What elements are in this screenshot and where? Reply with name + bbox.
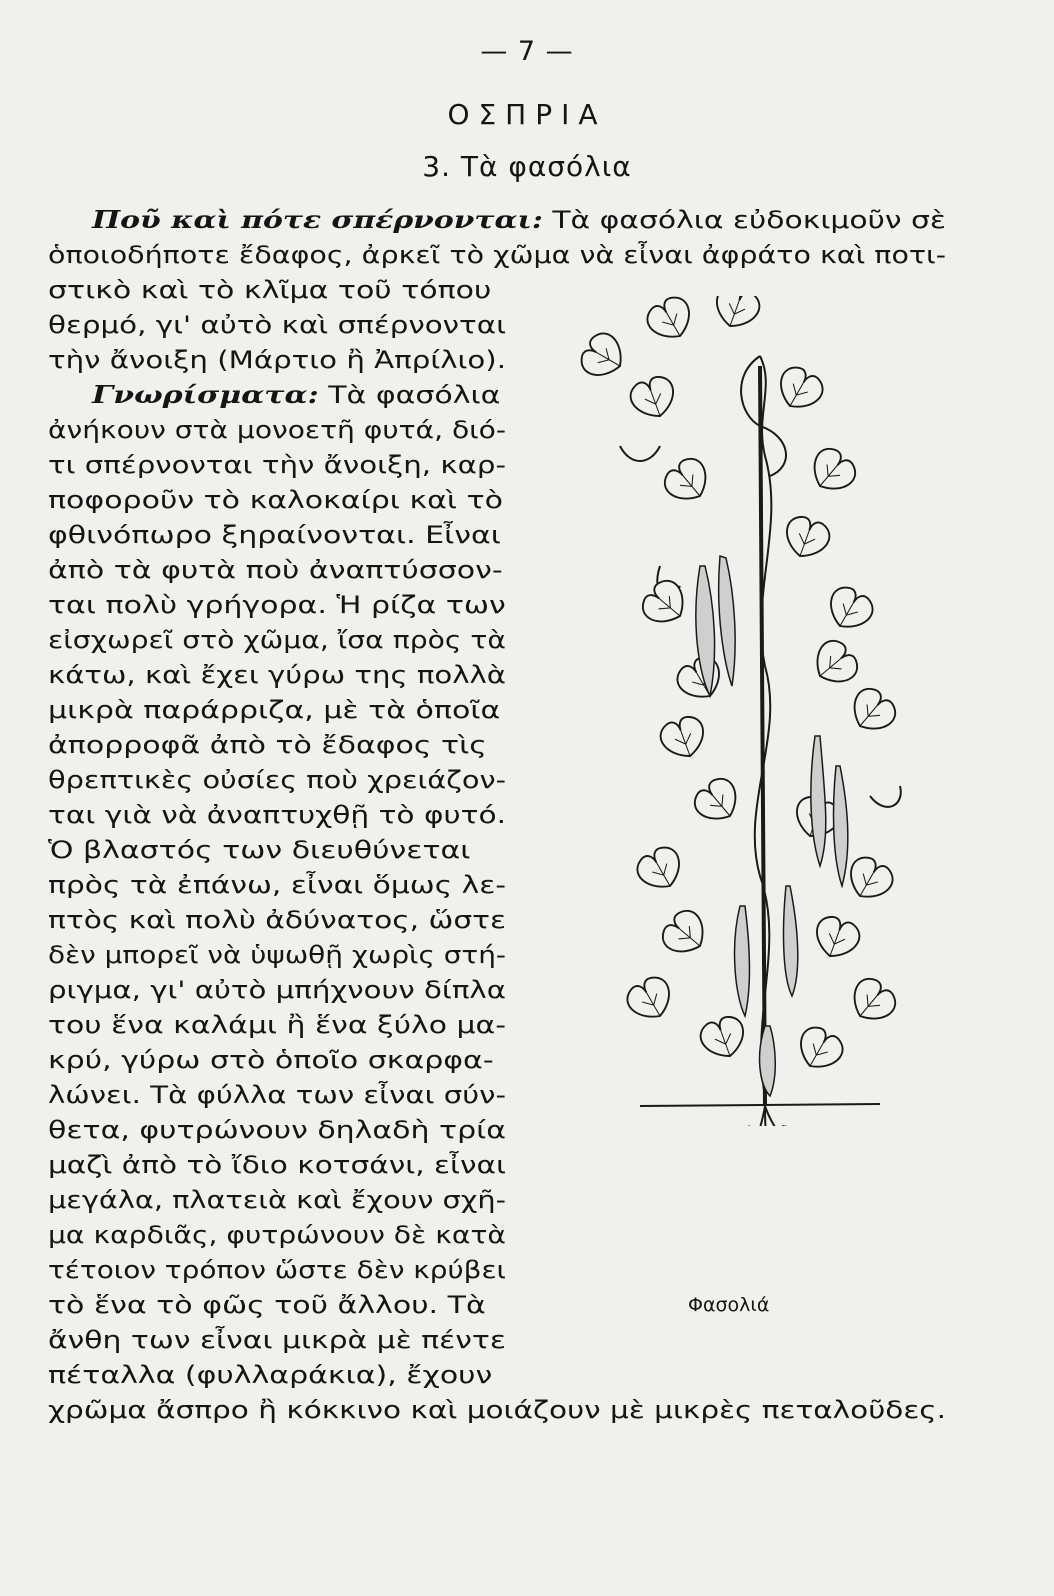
text-line: [48, 413, 506, 447]
line-text: μεγάλα, πλατειὰ καὶ ἔχουν σχῆ-: [48, 1186, 506, 1214]
text-line: [48, 938, 506, 972]
text-line: [48, 238, 946, 272]
line-text: μαζὶ ἀπὸ τὸ ἴδιο κοτσάνι, εἶναι: [48, 1151, 506, 1179]
line-text: φθινόπωρο ξηραίνονται. Εἶναι: [48, 521, 501, 549]
line-text: στικὸ καὶ τὸ κλῖμα τοῦ τόπου: [48, 276, 492, 304]
text-line: [48, 1113, 506, 1147]
bean-plant-illustration: [560, 296, 960, 1596]
text-line: [48, 1183, 506, 1217]
line-text: ἄνθη των εἶναι μικρὰ μὲ πέντε: [48, 1326, 506, 1354]
line-text: ἀπορροφᾶ ἀπὸ τὸ ἔδαφος τὶς: [48, 731, 487, 759]
line-text: ἀνήκουν στὰ μονοετῆ φυτά, διό-: [48, 416, 506, 444]
text-line: [48, 1043, 494, 1077]
line-text: ται πολὺ γρήγορα. Ἡ ρίζα των: [48, 591, 506, 619]
text-line: [48, 1288, 486, 1322]
line-text: πέταλλα (φυλλαράκια), ἔχουν: [48, 1361, 493, 1389]
text-line: [48, 1218, 506, 1252]
line-text: ἀπὸ τὰ φυτὰ ποὺ ἀναπτύσσον-: [48, 556, 503, 584]
text-line: [92, 378, 501, 412]
line-text: τι σπέρνονται τὴν ἄνοιξη, καρ-: [48, 451, 506, 479]
text-line: [48, 798, 506, 832]
page-number: — 7 —: [480, 36, 574, 67]
line-text: τὸ ἕνα τὸ φῶς τοῦ ἄλλου. Τὰ: [48, 1291, 486, 1319]
text-line: [48, 728, 487, 762]
line-text: θετα, φυτρώνουν δηλαδὴ τρία: [48, 1116, 506, 1144]
line-text: ὁποιοδήποτε ἔδαφος, ἀρκεῖ τὸ χῶμα νὰ εἶναι ἀφράτο καὶ ποτι-: [48, 241, 946, 269]
text-line: [48, 833, 471, 867]
text-line: [48, 868, 506, 902]
line-text: χρῶμα ἄσπρο ἢ κόκκινο καὶ μοιάζουν μὲ μικρὲς πεταλοῦδες.: [48, 1396, 946, 1424]
text-line: [48, 658, 506, 692]
bean-plant-icon: [560, 296, 960, 1126]
line-text: του ἕνα καλάμι ἢ ἕνα ξύλο μα-: [48, 1011, 506, 1039]
line-text: πτὸς καὶ πολὺ ἀδύνατος, ὥστε: [48, 906, 506, 934]
line-text: ποφοροῦν τὸ καλοκαίρι καὶ τὸ: [48, 486, 504, 514]
line-text: θερμό, γι' αὐτὸ καὶ σπέρνονται: [48, 311, 506, 339]
paragraph-lead: Γνωρίσματα:: [92, 380, 319, 409]
line-text: κρύ, γύρω στὸ ὁποῖο σκαρφα-: [48, 1046, 494, 1074]
text-line: [48, 483, 504, 517]
text-line: [48, 518, 501, 552]
line-text: ται γιὰ νὰ ἀναπτυχθῇ τὸ φυτό.: [48, 801, 506, 829]
text-line: [48, 343, 506, 377]
text-line: [48, 903, 506, 937]
text-line: [48, 1078, 506, 1112]
text-line: [48, 623, 506, 657]
text-line: [48, 1148, 506, 1182]
line-text: Τὰ φασόλια: [318, 381, 501, 409]
text-line: [48, 973, 506, 1007]
line-text: ριγμα, γι' αὐτὸ μπήχνουν δίπλα: [48, 976, 506, 1004]
text-line: [48, 1323, 506, 1357]
text-line: [92, 203, 946, 237]
text-line: [48, 1008, 506, 1042]
text-line: [48, 763, 507, 797]
text-line: [48, 448, 506, 482]
text-line: [48, 1253, 507, 1287]
line-text: Τὰ φασόλια εὐδοκιμοῦν σὲ: [542, 206, 946, 234]
text-line: [48, 308, 506, 342]
chapter-subtitle: 3. Τὰ φασόλια: [422, 150, 632, 183]
line-text: πρὸς τὰ ἐπάνω, εἶναι ὅμως λε-: [48, 871, 506, 899]
line-text: τέτοιον τρόπον ὥστε δὲν κρύβει: [48, 1256, 507, 1284]
figure-caption: Φασολιά: [688, 1294, 770, 1316]
line-text: λώνει. Τὰ φύλλα των εἶναι σύν-: [48, 1081, 506, 1109]
section-title: ΟΣΠΡΙΑ: [447, 98, 607, 131]
line-text: μα καρδιᾶς, φυτρώνουν δὲ κατὰ: [48, 1221, 506, 1249]
line-text: Ὁ βλαστός των διευθύνεται: [48, 836, 471, 864]
line-text: θρεπτικὲς οὐσίες ποὺ χρειάζον-: [48, 766, 507, 794]
line-text: κάτω, καὶ ἔχει γύρω της πολλὰ: [48, 661, 506, 689]
paragraph-lead: Ποῦ καὶ πότε σπέρνονται:: [92, 205, 543, 234]
line-text: τὴν ἄνοιξη (Μάρτιο ἢ Ἀπρίλιο).: [48, 346, 506, 374]
text-line: [48, 1358, 493, 1392]
text-line: [48, 693, 501, 727]
line-text: δὲν μπορεῖ νὰ ὑψωθῇ χωρὶς στή-: [48, 941, 506, 969]
line-text: μικρὰ παράρριζα, μὲ τὰ ὁποῖα: [48, 696, 501, 724]
text-line: [48, 588, 506, 622]
line-text: εἰσχωρεῖ στὸ χῶμα, ἴσα πρὸς τὰ: [48, 626, 506, 654]
text-line: [48, 273, 492, 307]
text-line: [48, 553, 503, 587]
